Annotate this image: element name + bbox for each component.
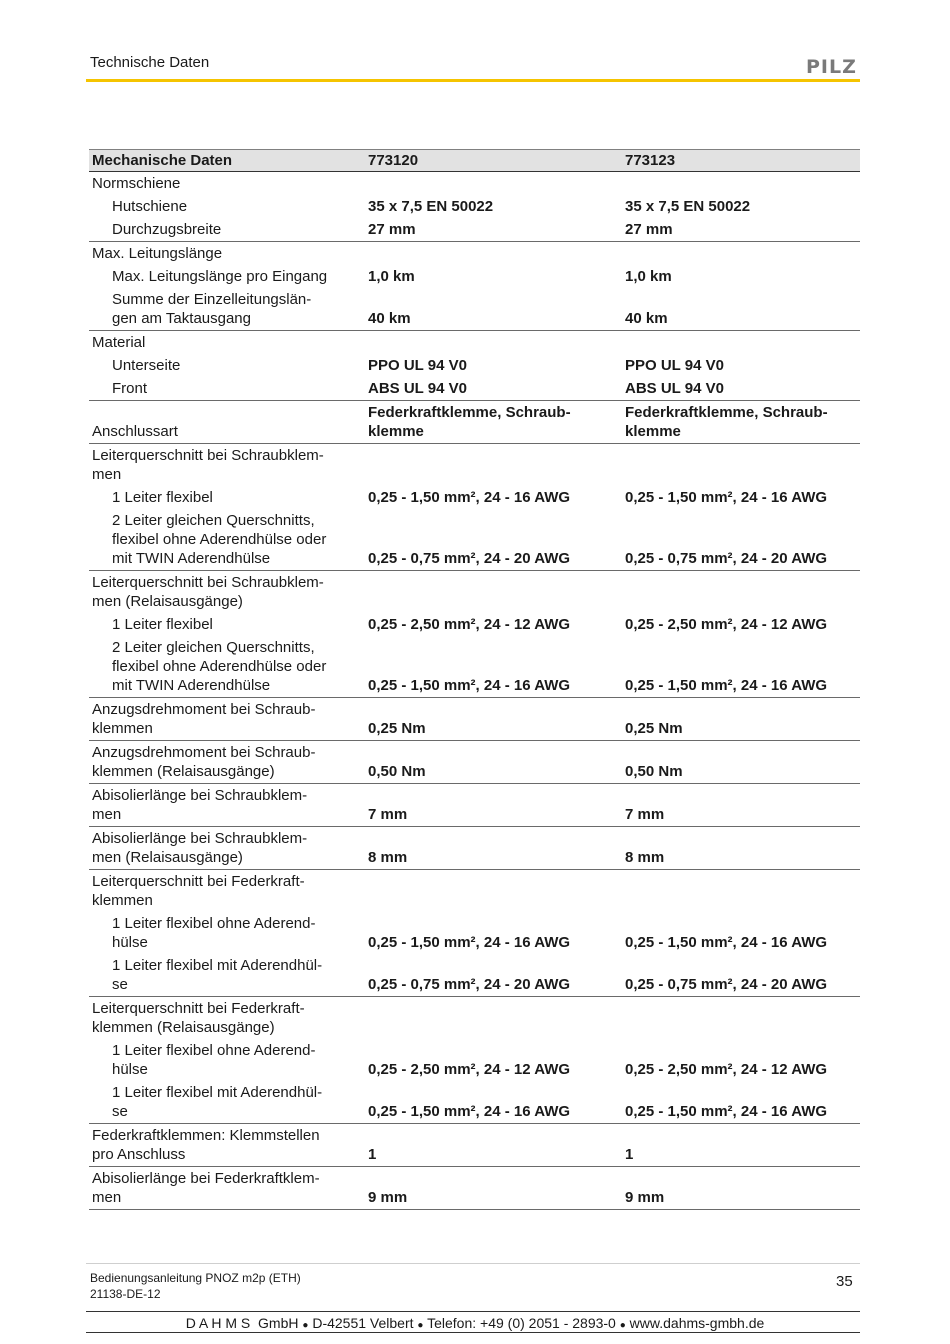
table-row xyxy=(89,741,860,784)
row-label: 1 Leiter flexibel mit Aderendhül- se xyxy=(89,1081,365,1124)
footer-document-info xyxy=(90,1270,301,1302)
table-row xyxy=(89,195,860,218)
bullet-icon: ● xyxy=(302,1320,309,1331)
table-header-row xyxy=(89,150,860,172)
value-773120: 0,25 - 1,50 mm², 24 - 16 AWG xyxy=(365,636,622,698)
footer-doc-title: Bedienungsanleitung PNOZ m2p (ETH) xyxy=(90,1271,301,1285)
table-row xyxy=(89,444,860,487)
bullet-icon: ● xyxy=(619,1320,626,1331)
table-row xyxy=(89,1081,860,1124)
page-header-title: Technische Daten xyxy=(90,54,210,71)
table-row xyxy=(89,954,860,997)
value-773123: 0,25 Nm xyxy=(622,698,860,741)
value-773123 xyxy=(622,242,860,266)
value-773123: 0,25 - 2,50 mm², 24 - 12 AWG xyxy=(625,1061,828,1078)
pilz-logo: PILZ xyxy=(806,56,857,78)
value-773120: 8 mm xyxy=(365,827,622,870)
value-773123 xyxy=(622,870,860,913)
table-row xyxy=(89,784,860,827)
value-773123 xyxy=(622,571,860,614)
row-label: Abisolierlänge bei Schraubklem- men (Relaisausgänge) xyxy=(89,827,365,870)
table-row xyxy=(89,509,860,571)
value-773120: 0,25 - 2,50 mm², 24 - 12 AWG xyxy=(368,616,571,633)
value-773123: 40 km xyxy=(622,288,860,331)
value-773123: 0,25 - 0,75 mm², 24 - 20 AWG xyxy=(622,954,860,997)
table-row xyxy=(89,698,860,741)
row-label: Normschiene xyxy=(92,175,181,192)
value-773120: 0,25 - 2,50 mm², 24 - 12 AWG xyxy=(368,1061,571,1078)
row-label: Leiterquerschnitt bei Federkraft- klemmen xyxy=(92,873,305,909)
value-773123 xyxy=(622,331,860,355)
table-row xyxy=(89,172,860,196)
value-773123: Federkraftklemme, Schraub- klemme xyxy=(622,401,860,444)
company-phone: Telefon: +49 (0) 2051 - 2893-0 xyxy=(427,1315,616,1331)
table-row xyxy=(89,486,860,509)
value-773120: 0,25 - 1,50 mm², 24 - 16 AWG xyxy=(368,489,571,506)
row-label: Hutschiene xyxy=(112,198,188,215)
value-773123: 1,0 km xyxy=(625,268,672,285)
footer-company-line xyxy=(0,1315,950,1331)
value-773120 xyxy=(365,331,622,355)
value-773120 xyxy=(365,444,622,487)
value-773120: 27 mm xyxy=(365,218,622,242)
value-773123 xyxy=(622,172,860,196)
value-773120: 40 km xyxy=(365,288,622,331)
row-label: 2 Leiter gleichen Querschnitts, flexibel ohne Aderendhülse oder mit TWIN Aderendhülse xyxy=(89,509,365,571)
value-773120: 35 x 7,5 EN 50022 xyxy=(368,198,494,215)
footer-divider-top xyxy=(86,1263,860,1264)
table-row xyxy=(89,571,860,614)
row-label: Abisolierlänge bei Federkraftklem- men xyxy=(89,1167,365,1210)
row-label: 1 Leiter flexibel xyxy=(112,489,213,506)
value-773123: 0,25 - 1,50 mm², 24 - 16 AWG xyxy=(625,934,828,951)
footer-divider-bottom xyxy=(86,1311,860,1312)
row-label: 1 Leiter flexibel ohne Aderend- hülse xyxy=(112,1042,316,1078)
value-773123: ABS UL 94 V0 xyxy=(622,377,860,401)
value-773120: 0,25 - 1,50 mm², 24 - 16 AWG xyxy=(368,934,571,951)
table-row xyxy=(89,401,860,444)
table-row xyxy=(89,265,860,288)
company-website: www.dahms-gmbh.de xyxy=(629,1315,765,1331)
bullet-icon: ● xyxy=(417,1320,424,1331)
value-773120 xyxy=(365,571,622,614)
value-773120 xyxy=(365,242,622,266)
value-773123: 0,25 - 2,50 mm², 24 - 12 AWG xyxy=(625,616,828,633)
row-label: Leiterquerschnitt bei Schraubklem- men (Relaisausgänge) xyxy=(92,574,324,610)
row-label: Max. Leitungslänge pro Eingang xyxy=(112,268,328,285)
value-773120: 0,25 - 0,75 mm², 24 - 20 AWG xyxy=(365,954,622,997)
row-label: Summe der Einzelleitungslän- gen am Taktausgang xyxy=(89,288,365,331)
row-label: Anzugsdrehmoment bei Schraub- klemmen (Relaisausgänge) xyxy=(89,741,365,784)
row-label: 2 Leiter gleichen Querschnitts, flexibel ohne Aderendhülse oder mit TWIN Aderendhülse xyxy=(89,636,365,698)
table-row xyxy=(89,354,860,377)
value-773123: 0,25 - 1,50 mm², 24 - 16 AWG xyxy=(625,489,828,506)
row-label: Unterseite xyxy=(112,357,181,374)
value-773123: 9 mm xyxy=(622,1167,860,1210)
footer-divider-last xyxy=(86,1332,860,1333)
mechanical-data-table xyxy=(89,149,860,1210)
value-773120 xyxy=(365,997,622,1040)
row-label: Front xyxy=(89,377,365,401)
value-773123 xyxy=(622,444,860,487)
row-label: Leiterquerschnitt bei Federkraft- klemmen (Relaisausgänge) xyxy=(92,1000,305,1036)
value-773120: 0,25 Nm xyxy=(365,698,622,741)
value-773123: 7 mm xyxy=(622,784,860,827)
table-row xyxy=(89,1039,860,1081)
value-773120: PPO UL 94 V0 xyxy=(368,357,467,374)
row-label: 1 Leiter flexibel mit Aderendhül- se xyxy=(89,954,365,997)
value-773120 xyxy=(365,172,622,196)
value-773120: 0,50 Nm xyxy=(365,741,622,784)
row-label: Durchzugsbreite xyxy=(89,218,365,242)
row-label: 1 Leiter flexibel ohne Aderend- hülse xyxy=(112,915,316,951)
company-name: D A H M S GmbH xyxy=(185,1315,299,1331)
value-773120: ABS UL 94 V0 xyxy=(365,377,622,401)
row-label: Anschlussart xyxy=(89,401,365,444)
table-row xyxy=(89,827,860,870)
header-divider xyxy=(86,79,860,82)
value-773120: 1,0 km xyxy=(368,268,415,285)
page-number: 35 xyxy=(836,1273,853,1290)
column-header-category: Mechanische Daten xyxy=(89,150,365,172)
company-address: D-42551 Velbert xyxy=(312,1315,414,1331)
value-773123: 0,25 - 0,75 mm², 24 - 20 AWG xyxy=(622,509,860,571)
table-body xyxy=(89,172,860,1210)
table-row xyxy=(89,377,860,401)
value-773123: 27 mm xyxy=(622,218,860,242)
table-row xyxy=(89,242,860,266)
value-773123 xyxy=(622,997,860,1040)
value-773120: Federkraftklemme, Schraub- klemme xyxy=(365,401,622,444)
table-row xyxy=(89,331,860,355)
column-header-773123: 773123 xyxy=(622,150,860,172)
value-773120 xyxy=(365,870,622,913)
table-row xyxy=(89,997,860,1040)
value-773123: PPO UL 94 V0 xyxy=(625,357,724,374)
row-label: Federkraftklemmen: Klemmstellen pro Anschluss xyxy=(89,1124,365,1167)
row-label: 1 Leiter flexibel xyxy=(112,616,213,633)
value-773120: 1 xyxy=(365,1124,622,1167)
table-row xyxy=(89,870,860,913)
row-label: Anzugsdrehmoment bei Schraub- klemmen xyxy=(89,698,365,741)
value-773120: 0,25 - 0,75 mm², 24 - 20 AWG xyxy=(365,509,622,571)
table-row xyxy=(89,1124,860,1167)
table-row xyxy=(89,1167,860,1210)
table-row xyxy=(89,218,860,242)
value-773120: 9 mm xyxy=(365,1167,622,1210)
row-label: Max. Leitungslänge xyxy=(92,245,223,262)
value-773123: 1 xyxy=(622,1124,860,1167)
column-header-773120: 773120 xyxy=(365,150,622,172)
value-773120: 0,25 - 1,50 mm², 24 - 16 AWG xyxy=(365,1081,622,1124)
value-773120: 7 mm xyxy=(365,784,622,827)
value-773123: 0,25 - 1,50 mm², 24 - 16 AWG xyxy=(622,1081,860,1124)
table-row xyxy=(89,613,860,636)
value-773123: 35 x 7,5 EN 50022 xyxy=(625,198,751,215)
table-row xyxy=(89,912,860,954)
row-label: Abisolierlänge bei Schraubklem- men xyxy=(89,784,365,827)
value-773123: 0,25 - 1,50 mm², 24 - 16 AWG xyxy=(622,636,860,698)
row-label: Leiterquerschnitt bei Schraubklem- men xyxy=(92,447,324,483)
value-773123: 0,50 Nm xyxy=(622,741,860,784)
table-row xyxy=(89,636,860,698)
table-row xyxy=(89,288,860,331)
row-label: Material xyxy=(92,334,146,351)
footer-doc-number: 21138-DE-12 xyxy=(90,1287,161,1301)
value-773123: 8 mm xyxy=(622,827,860,870)
